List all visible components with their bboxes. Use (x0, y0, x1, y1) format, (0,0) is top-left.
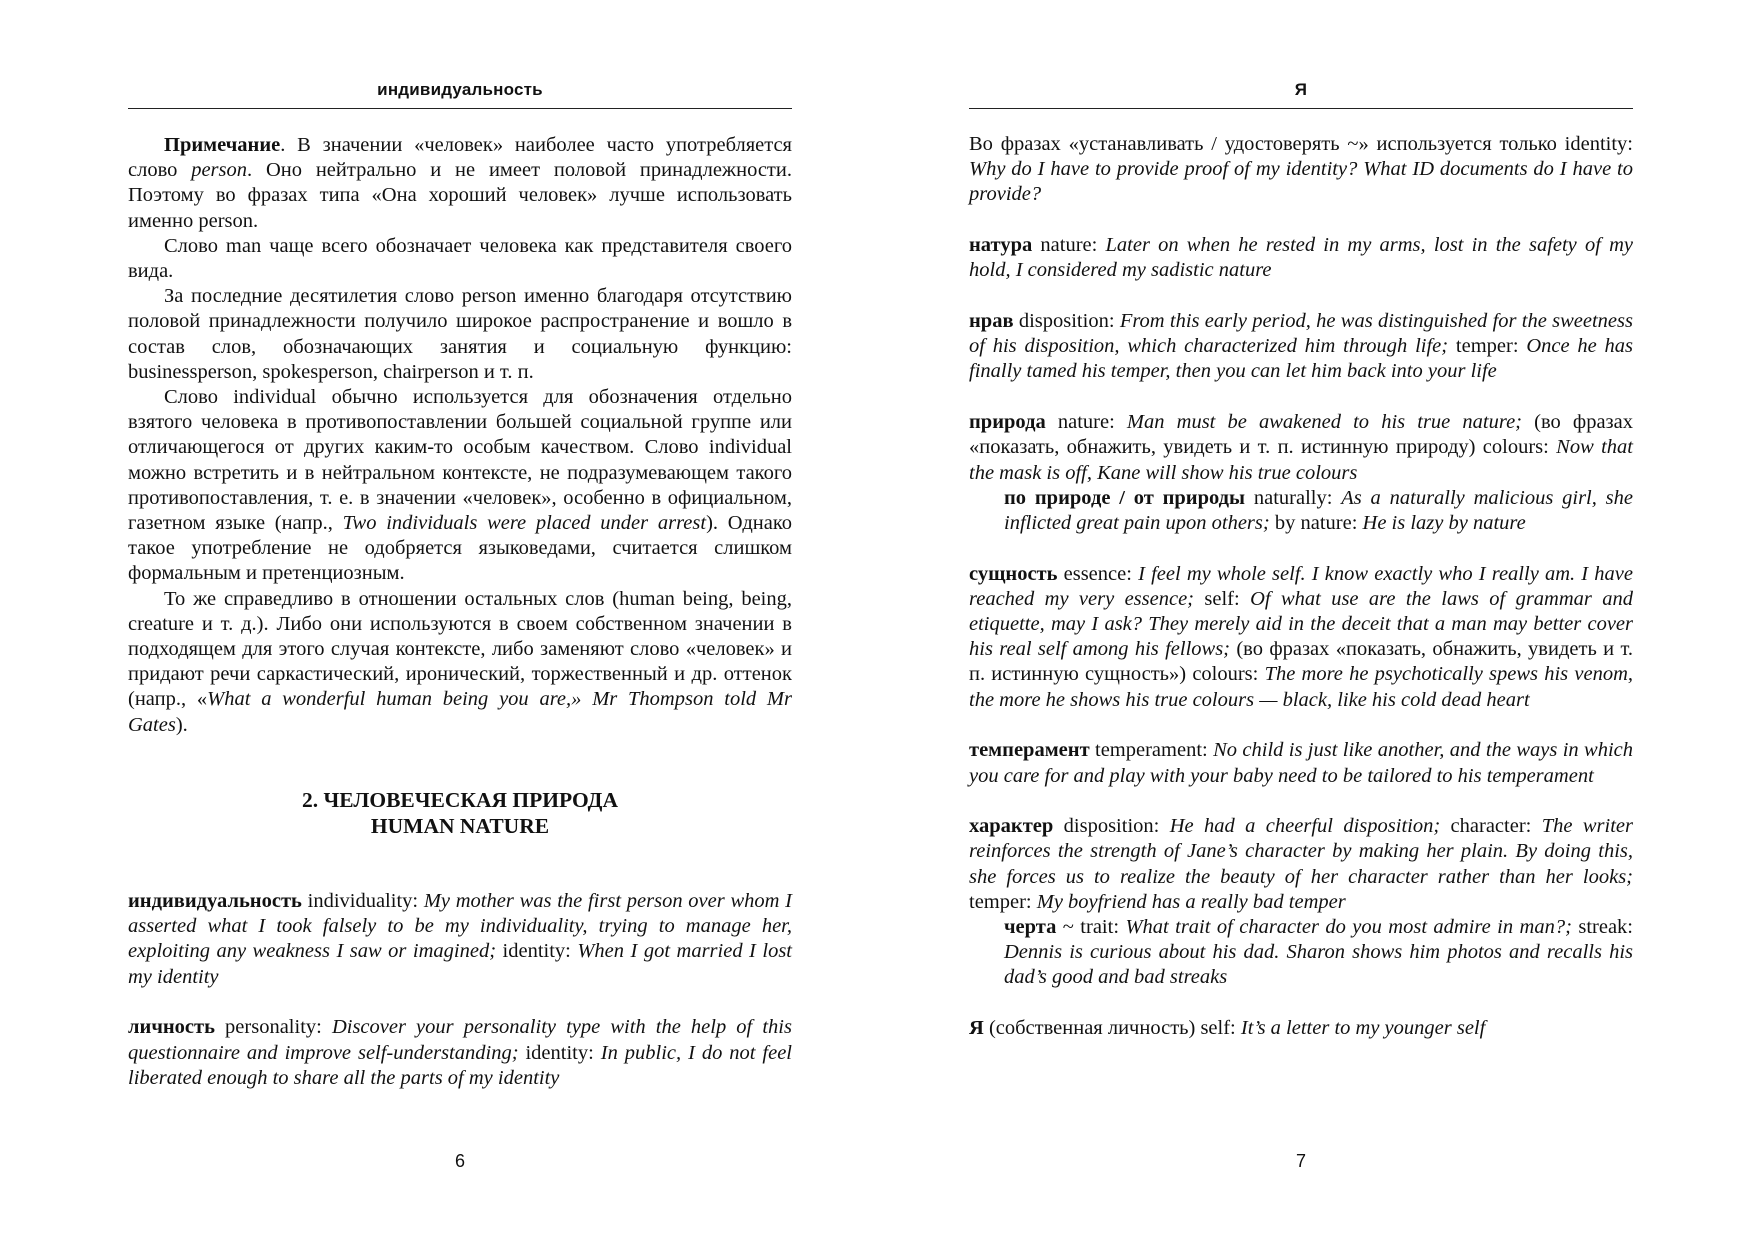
headword: характер (969, 815, 1054, 838)
dictionary-entry (969, 562, 1633, 713)
dictionary-entry (969, 814, 1633, 915)
example: My boyfriend has a really bad temper (1036, 890, 1346, 913)
translation: by nature: (1269, 511, 1363, 534)
example: The more he psychotically spews his venom, the more he shows his true colours — black, like his cold dead heart (969, 663, 1633, 711)
translation: character: (1440, 815, 1542, 838)
translation: nature: (1032, 234, 1106, 257)
example: The writer reinforces the strength of Jane’s character by making her plain. By doing this, she forces us to realize the beauty of her character rather than her looks; (969, 815, 1634, 888)
page-number: 7 (1295, 1151, 1306, 1171)
example: What trait of character do you most admire in man?; (1125, 916, 1572, 939)
note-example: What a wonderful human being you are,» Mr Thompson told Mr Gates (128, 688, 792, 736)
translation: personality: (214, 1016, 332, 1039)
example: From this early period, he was distinguished for the sweetness of his disposition, which characterized him through life; (969, 310, 1633, 358)
translation: ~ trait: (1056, 916, 1126, 939)
note-text: ). Однако такое употребление не одобряется языковедами, считается слишком формальным и претенциозным. (128, 512, 792, 585)
translation: disposition: (1053, 815, 1170, 838)
header-rule (969, 108, 1633, 109)
translation: individuality: (301, 890, 424, 912)
running-head: Я (1294, 80, 1308, 99)
intro-note (969, 132, 1633, 208)
note-paragraph (128, 133, 792, 234)
example: He is lazy by nature (1362, 511, 1526, 534)
note-term: Примечание (164, 134, 281, 156)
usage-note (128, 133, 792, 738)
headword: темперамент (969, 739, 1090, 762)
translation: (во фразах «показать, обнажить, увидеть и т. п. истинную природу) colours: (969, 411, 1633, 459)
example: Dennis is curious about his dad. Sharon shows him photos and recalls his dad’s good and bad streaks (1004, 941, 1633, 989)
example: Later on when he rested in my arms, lost in the safety of my hold, I considered my sadistic nature (969, 234, 1633, 282)
header-rule (128, 108, 792, 109)
note-text: Во фразах «устанавливать / удостоверять ~» используется только identity: (969, 133, 1633, 155)
translation: (собственная личность) self: (983, 1017, 1241, 1040)
note-text: То же справедливо в отношении остальных слов (human being, being, creature и т. д.). Либо они используются в своем собственном значении в подходящем для этого случая контексте, либо заменяют слово «человек» и придают речи саркастический, иронический, торжественный и др. оттенок (напр., « (128, 587, 792, 711)
left-page (128, 0, 792, 1240)
sub-entry (1004, 486, 1633, 536)
translation: disposition: (1013, 310, 1120, 333)
note-text: Слово individual обычно используется для обозначения отдельно взятого человека в противопоставлении большей социальной группе или отличающегося от других каким-то особым качеством. Слово individual можно встретить и в нейтральном контексте, не подразумевающем такого противопоставления, т. е. в значении «человек», особенно в официальном, газетном языке (напр., (128, 386, 792, 535)
example: Of what use are the laws of grammar and etiquette, may I ask? They merely aid in the deceit that a man may better cover his real self among his fellows; (969, 587, 1634, 661)
example: Discover your personality type with the help of this questionnaire and improve self-understanding; (128, 1016, 792, 1064)
translation: naturally: (1245, 486, 1342, 509)
headword: природа (969, 411, 1046, 434)
translation: temperament: (1089, 739, 1214, 762)
example: Man must be awakened to his true nature; (1126, 411, 1523, 434)
translation: (во фразах «показать, обнажить, увидеть и т. п. истинную сущность») colours: (969, 638, 1633, 686)
dictionary-entry (969, 233, 1633, 283)
dictionary-entry (969, 738, 1633, 788)
example: No child is just like another, and the ways in which you care for and play with your baby need to be tailored to his temperament (969, 739, 1633, 787)
headword: натура (969, 234, 1033, 257)
section-heading-ru: 2. ЧЕЛОВЕЧЕСКАЯ ПРИРОДА (302, 788, 618, 812)
running-head: индивидуальность (377, 80, 543, 99)
translation: temper: (969, 890, 1037, 913)
note-paragraph (128, 587, 792, 738)
note-paragraph (128, 385, 792, 587)
page-number: 6 (454, 1151, 465, 1171)
dictionary-entry (969, 410, 1633, 486)
section-heading (128, 788, 792, 839)
entries-list (128, 889, 792, 1116)
dictionary-entry (128, 1015, 792, 1091)
headword: Я (969, 1017, 984, 1040)
dictionary-entry (969, 1016, 1633, 1041)
translation: streak: (1571, 916, 1633, 939)
example: As a naturally malicious girl, she inflicted great pain upon others; (1004, 486, 1634, 534)
section-heading-en: HUMAN NATURE (370, 813, 550, 838)
translation: essence: (1057, 562, 1139, 585)
sub-entry (1004, 915, 1633, 991)
entry-group (969, 814, 1633, 990)
example: Why do I have to provide proof of my identity? What ID documents do I have to provide? (969, 158, 1633, 206)
note-paragraph: За последние десятилетия слово person именно благодаря отсутствию половой принадлежности получило широкое распространение и вошло в состав слов, обозначающих занятия и социальную функцию: businessperson, spokesperson, chairperson и т. п. (128, 285, 792, 383)
sub-headword: по природе / от природы (1004, 486, 1246, 509)
example: Once he has finally tamed his temper, then you can let him back into your life (969, 335, 1633, 383)
example: My mother was the first person over whom I asserted what I took falsely to be my individuality, trying to manage her, exploiting any weakness I saw or imagined; (128, 890, 793, 963)
translation: self: (1194, 587, 1251, 610)
example: I feel my whole self. I know exactly who I really am. I have reached my very essence; (969, 562, 1633, 610)
example: When I got married I lost my identity (128, 940, 792, 988)
note-text: . Оно нейтрально и не имеет половой принадлежности. Поэтому во фразах типа «Она хороший человек» лучше использовать именно person. (128, 159, 792, 232)
dictionary-entry (128, 889, 792, 990)
translation: identity: (518, 1041, 601, 1064)
translation: identity: (496, 940, 578, 963)
entries-list (969, 132, 1633, 1067)
headword: сущность (969, 562, 1058, 585)
note-text: ). (175, 713, 188, 736)
translation: nature: (1045, 411, 1127, 434)
note-example: person (191, 159, 248, 182)
headword: нрав (969, 310, 1014, 333)
note-text: . В значении «человек» наиболее часто употребляется слово (128, 134, 792, 182)
example: In public, I do not feel liberated enough to share all the parts of my identity (128, 1041, 792, 1089)
example: Now that the mask is off, Kane will show his true colours (969, 436, 1633, 484)
dictionary-entry (969, 309, 1633, 385)
entry-group (969, 410, 1633, 536)
note-paragraph: Слово man чаще всего обозначает человека как представителя своего вида. (128, 234, 792, 283)
example: It’s a letter to my younger self (1240, 1017, 1486, 1040)
note-example: Two individuals were placed under arrest (342, 512, 707, 535)
right-page (969, 0, 1633, 1240)
headword: индивидуальность (128, 890, 302, 912)
translation: temper: (1448, 335, 1527, 358)
headword: личность (128, 1016, 215, 1039)
sub-headword: черта (1004, 916, 1057, 939)
example: He had a cheerful disposition; (1169, 815, 1441, 838)
